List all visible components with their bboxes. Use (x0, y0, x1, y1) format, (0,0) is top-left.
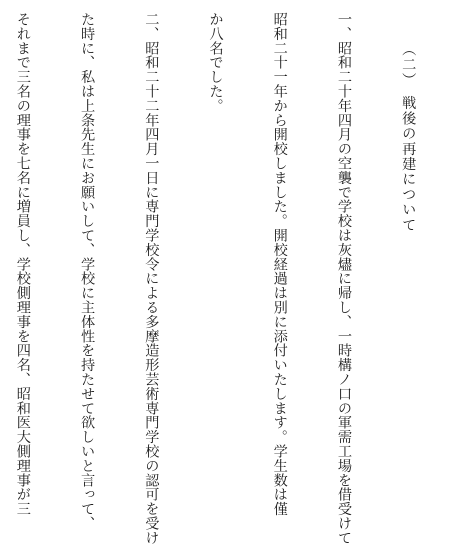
text-line: 一、昭和二十年四月の空襲で学校は灰燼に帰し、一時構ノ口の軍需工場を借受けて (335, 12, 352, 545)
text-line: 昭和二十一年から開校しました。開校経過は別に添付いたします。学生数は僅 (271, 12, 288, 516)
section-heading: （二） 戦後の再建について (400, 42, 417, 233)
vertical-text-body (0, 12, 461, 545)
text-line: か八名でした。 (207, 12, 224, 113)
text-line: た時に、私は上条先生にお願いして、学校に主体性を持たせて欲しいと言って、 (79, 12, 96, 531)
document-page (8, 6, 465, 545)
text-line: 二、昭和二十二年四月一日に専門学校令による多摩造形芸術専門学校の認可を受け (143, 12, 160, 545)
text-line: それまで三名の理事を七名に増員し、学校側理事を四名、昭和医大側理事が三 (14, 12, 31, 516)
